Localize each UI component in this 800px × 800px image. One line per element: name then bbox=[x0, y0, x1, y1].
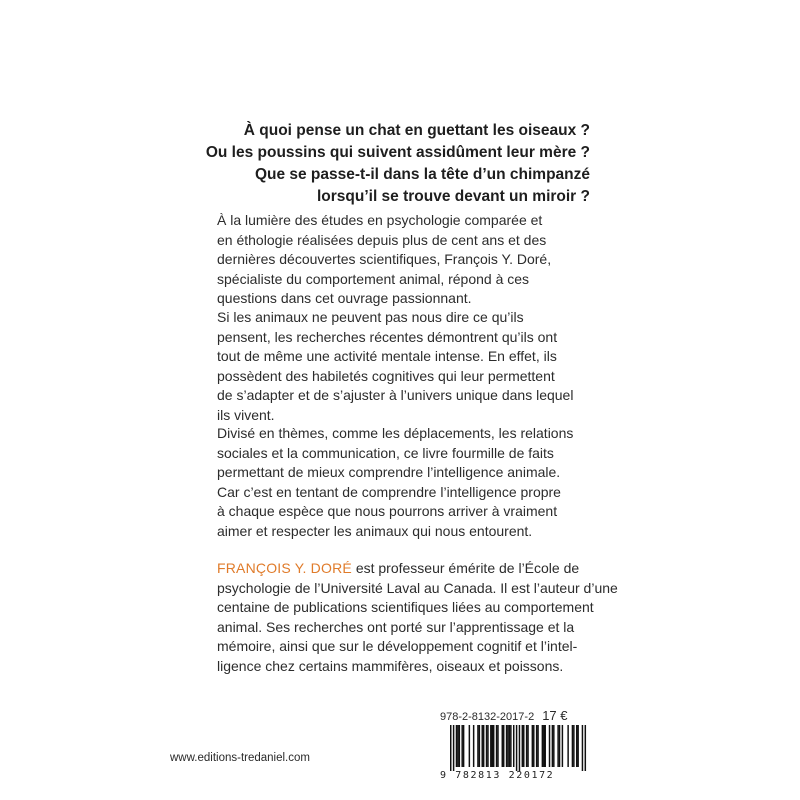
barcode-bar bbox=[537, 725, 538, 767]
question-line: À quoi pense un chat en guettant les oiseaux ? bbox=[243, 122, 590, 139]
isbn-text: 978-2-8132-2017-2 bbox=[440, 711, 535, 723]
text-line: ligence chez certains mammifères, oiseaux et poissons. bbox=[217, 657, 564, 674]
text-line: ils vivent. bbox=[217, 406, 275, 423]
barcode-bar bbox=[477, 725, 478, 767]
barcode-bar bbox=[526, 725, 527, 767]
headline-questions bbox=[150, 120, 590, 208]
price-text: 17 € bbox=[542, 708, 568, 723]
text-line: mémoire, ainsi que sur le développement cognitif et l’intel- bbox=[217, 638, 578, 655]
barcode-bar bbox=[559, 725, 560, 767]
barcode-image bbox=[440, 725, 588, 771]
barcode-bar bbox=[453, 725, 454, 771]
barcode-bar bbox=[549, 725, 550, 767]
barcode-bar bbox=[513, 725, 514, 767]
barcode-bar bbox=[463, 725, 464, 767]
barcode-bar bbox=[532, 725, 533, 767]
barcode-bar bbox=[572, 725, 573, 767]
text-line bbox=[217, 559, 587, 579]
text-line: de s’adapter et de s’ajuster à l’univers unique dans lequel bbox=[217, 387, 574, 404]
closing-paragraph bbox=[217, 424, 587, 542]
barcode-bar bbox=[557, 725, 558, 767]
barcode-bar bbox=[553, 725, 554, 767]
publisher-website: www.editions-tredaniel.com bbox=[170, 752, 310, 764]
barcode-bar bbox=[527, 725, 528, 767]
barcode-bar bbox=[582, 725, 583, 771]
barcode-bar bbox=[573, 725, 574, 767]
author-bio-first-line: est professeur émérite de l’École de bbox=[351, 560, 580, 576]
barcode-bar bbox=[450, 725, 451, 771]
author-name: FRANÇOIS Y. DORÉ bbox=[217, 560, 352, 576]
barcode-bar bbox=[503, 725, 504, 767]
text-line: dernières découvertes scientifiques, François Y. Doré, bbox=[217, 251, 552, 268]
text-line: pensent, les recherches récentes démontrent qu’ils ont bbox=[217, 328, 558, 345]
text-line: spécialiste du comportement animal, répond à ces bbox=[217, 270, 530, 287]
isbn-price-row bbox=[440, 708, 600, 723]
question-line: Que se passe-t-il dans la tête d’un chimpanzé bbox=[254, 166, 590, 183]
barcode-bar bbox=[577, 725, 578, 767]
barcode-bar bbox=[507, 725, 508, 767]
text-line: questions dans cet ouvrage passionnant. bbox=[217, 290, 472, 307]
text-line: en éthologie réalisées depuis plus de cent ans et des bbox=[217, 231, 547, 248]
barcode-bar bbox=[479, 725, 480, 767]
barcode-bar bbox=[457, 725, 458, 767]
text-line: tout de même une activité mentale intense. En effet, ils bbox=[217, 348, 557, 365]
barcode-bar bbox=[516, 725, 517, 771]
author-bio bbox=[217, 559, 618, 677]
barcode-bar bbox=[510, 725, 511, 767]
barcode-bar bbox=[469, 725, 470, 767]
barcode-bar bbox=[509, 725, 510, 767]
text-line: aimer et respecter les animaux qui nous entourent. bbox=[217, 522, 533, 539]
barcode-bar bbox=[502, 725, 503, 767]
barcode-bar bbox=[542, 725, 543, 767]
text-line: à chaque espèce que nous pourrons arriver à vraiment bbox=[217, 503, 558, 520]
barcode-bar bbox=[522, 725, 523, 767]
barcode-bar bbox=[473, 725, 474, 767]
text-line: animal. Ses recherches ont porté sur l’apprentissage et la bbox=[217, 618, 575, 635]
barcode-bar bbox=[543, 725, 544, 767]
barcode-bar bbox=[461, 725, 462, 767]
barcode-bar bbox=[562, 725, 563, 767]
barcode-bar bbox=[585, 725, 586, 771]
question-line: lorsqu’il se trouve devant un miroir ? bbox=[316, 188, 590, 205]
barcode-bar bbox=[487, 725, 488, 767]
barcode-bar bbox=[544, 725, 545, 767]
barcode-bar bbox=[486, 725, 487, 767]
barcode-bar bbox=[567, 725, 568, 767]
barcode-bar bbox=[483, 725, 484, 767]
barcode-bar bbox=[456, 725, 457, 767]
barcode-bar bbox=[523, 725, 524, 767]
barcode-bar bbox=[496, 725, 497, 767]
text-line: Divisé en thèmes, comme les déplacements, les relations bbox=[217, 425, 574, 441]
text-line: centaine de publications scientifiques liées au comportement bbox=[217, 599, 594, 616]
barcode-bar bbox=[493, 725, 494, 767]
barcode-bar bbox=[519, 725, 520, 771]
barcode-bar bbox=[576, 725, 577, 767]
barcode-bar bbox=[533, 725, 534, 767]
text-line: À la lumière des études en psychologie comparée et bbox=[217, 212, 543, 228]
barcode-bar bbox=[552, 725, 553, 767]
barcode-bar bbox=[536, 725, 537, 767]
question-line: Ou les poussins qui suivent assidûment leur mère ? bbox=[205, 144, 590, 161]
text-line: Si les animaux ne peuvent pas nous dire ce qu’ils bbox=[217, 309, 524, 325]
text-line: Car c’est en tentant de comprendre l’intelligence propre bbox=[217, 483, 561, 500]
barcode-bar bbox=[459, 725, 460, 767]
text-line: sociales et la communication, ce livre fourmille de faits bbox=[217, 444, 554, 461]
barcode-bar bbox=[492, 725, 493, 767]
barcode-bar bbox=[481, 725, 482, 767]
intro-paragraph bbox=[217, 211, 587, 309]
text-line: permettant de mieux comprendre l’intelligence animale. bbox=[217, 464, 561, 481]
barcode-digits: 9 782813 220172 bbox=[440, 770, 555, 781]
body-paragraph bbox=[217, 308, 587, 426]
barcode-bar bbox=[497, 725, 498, 767]
text-line: psychologie de l’Université Laval au Canada. Il est l’auteur d’une bbox=[217, 579, 618, 596]
barcode-bar bbox=[490, 725, 491, 767]
barcode-bar bbox=[506, 725, 507, 767]
text-line: possèdent des habiletés cognitives qui leur permettent bbox=[217, 367, 555, 384]
